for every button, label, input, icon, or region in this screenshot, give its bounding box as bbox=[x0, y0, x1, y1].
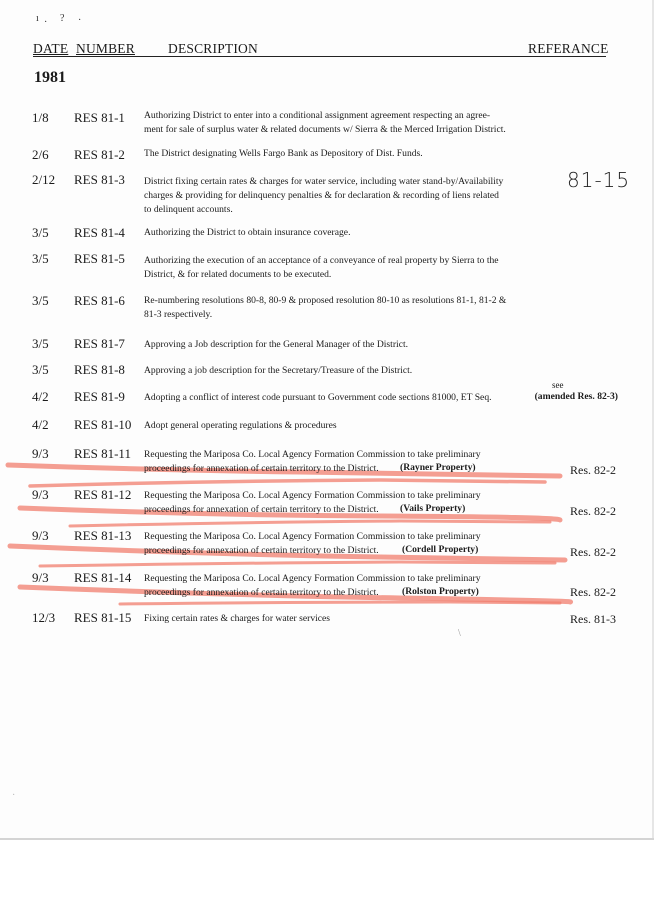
row-description: Requesting the Mariposa Co. Local Agency Formation Commission to take preliminary proceedings for annexation of certain territory to the District. bbox=[144, 490, 481, 515]
row-description: Approving a Job description for the General Manager of the District. bbox=[144, 339, 409, 350]
row-number: RES 81-13 bbox=[74, 528, 132, 543]
scan-speck: · bbox=[78, 15, 82, 26]
row-description: Authorizing District to enter into a conditional assignment agreement respecting an agree- ment for sale of surplus water & related documents w/ Sierra & the Merced Irrigation District. bbox=[144, 110, 506, 135]
year-heading: 1981 bbox=[34, 69, 66, 86]
row-date: 4/2 bbox=[32, 389, 49, 404]
row-number: RES 81-5 bbox=[74, 251, 125, 266]
scan-speck: · bbox=[44, 17, 48, 28]
highlight-stroke-cordell-2 bbox=[40, 562, 555, 566]
header-date: DATE bbox=[33, 41, 69, 56]
header-description: DESCRIPTION bbox=[168, 41, 258, 56]
header-number: NUMBER bbox=[76, 41, 135, 56]
see-note: see bbox=[552, 380, 564, 390]
row-date: 2/12 bbox=[32, 172, 56, 187]
row-number: RES 81-12 bbox=[74, 487, 132, 502]
row-number: RES 81-11 bbox=[74, 446, 131, 461]
row-date: 3/5 bbox=[32, 336, 49, 351]
header-reference: REFERANCE bbox=[528, 41, 609, 56]
row-description: Adopt general operating regulations & procedures bbox=[144, 420, 337, 431]
row-number: RES 81-7 bbox=[74, 336, 125, 351]
row-number: RES 81-9 bbox=[74, 389, 125, 404]
row-number: RES 81-14 bbox=[74, 570, 132, 585]
row-description: Re-numbering resolutions 80-8, 80-9 & proposed resolution 80-10 as resolutions 81-1, 81-2 & 81-3 respectively. bbox=[144, 295, 507, 320]
row-number: RES 81-2 bbox=[74, 147, 125, 162]
row-description: Requesting the Mariposa Co. Local Agency Formation Commission to take preliminary proceedings for annexation of certain territory to the District. bbox=[144, 449, 481, 474]
row-date: 3/5 bbox=[32, 251, 49, 266]
row-reference: Res. 82-2 bbox=[570, 545, 616, 559]
row-number: RES 81-6 bbox=[74, 293, 125, 308]
scan-speck: ı bbox=[36, 13, 39, 24]
row-reference: Res. 82-2 bbox=[570, 504, 616, 518]
property-label: (Rayner Property) bbox=[400, 462, 476, 473]
property-label: (Cordell Property) bbox=[402, 544, 479, 555]
highlight-stroke-rolston-2 bbox=[120, 602, 560, 604]
row-description: Requesting the Mariposa Co. Local Agency Formation Commission to take preliminary proceedings for annexation of certain territory to the District. bbox=[144, 531, 481, 556]
row-date: 3/5 bbox=[32, 362, 49, 377]
row-number: RES 81-3 bbox=[74, 172, 125, 187]
row-date: 3/5 bbox=[32, 293, 49, 308]
header-rule bbox=[33, 56, 606, 57]
row-date: 9/3 bbox=[32, 446, 49, 461]
row-description: Authorizing the execution of an acceptance of a conveyance of real property by Sierra to the District, & for related documents to be executed. bbox=[144, 255, 499, 280]
row-date: 2/6 bbox=[32, 147, 49, 162]
row-date: 3/5 bbox=[32, 225, 49, 240]
row-description: Approving a job description for the Secretary/Treasure of the District. bbox=[144, 365, 413, 376]
row-number: RES 81-1 bbox=[74, 110, 125, 125]
row-number: RES 81-8 bbox=[74, 362, 125, 377]
scan-speck: ? bbox=[60, 13, 65, 24]
row-description: Adopting a conflict of interest code pursuant to Government code sections 81000, ET Seq. bbox=[144, 392, 492, 403]
row-date: 9/3 bbox=[32, 528, 49, 543]
row-date: 9/3 bbox=[32, 487, 49, 502]
row-description: Authorizing the District to obtain insurance coverage. bbox=[144, 227, 351, 238]
row-description: Fixing certain rates & charges for water services bbox=[144, 613, 331, 624]
row-description: District fixing certain rates & charges for water service, including water stand-by/Availability charges & providing for delinquency penalties & for declaration & recording of liens related to delinquent accounts. bbox=[144, 176, 504, 215]
property-label: (Rolston Property) bbox=[402, 586, 479, 597]
row-date: 9/3 bbox=[32, 570, 49, 585]
row-reference: (amended Res. 82-3) bbox=[534, 391, 618, 402]
row-date: 1/8 bbox=[32, 110, 49, 125]
row-reference: Res. 81-3 bbox=[570, 612, 616, 626]
row-date: 4/2 bbox=[32, 417, 49, 432]
scan-speck: · bbox=[12, 790, 16, 801]
row-description: Requesting the Mariposa Co. Local Agency Formation Commission to take preliminary proceedings for annexation of certain territory to the District. bbox=[144, 573, 481, 598]
handwritten-note: 81-15 bbox=[567, 168, 631, 192]
row-number: RES 81-4 bbox=[74, 225, 125, 240]
highlight-stroke-rayner-2 bbox=[30, 480, 545, 486]
property-label: (Vails Property) bbox=[400, 503, 466, 514]
row-description: The District designating Wells Fargo Bank as Depository of Dist. Funds. bbox=[144, 148, 423, 159]
highlight-stroke-vails-2 bbox=[70, 521, 550, 526]
row-number: RES 81-10 bbox=[74, 417, 132, 432]
row-reference: Res. 82-2 bbox=[570, 463, 616, 477]
row-date: 12/3 bbox=[32, 610, 56, 625]
scan-edge bbox=[0, 838, 654, 840]
scan-speck: \ bbox=[458, 628, 461, 639]
row-reference: Res. 82-2 bbox=[570, 585, 616, 599]
row-number: RES 81-15 bbox=[74, 610, 132, 625]
